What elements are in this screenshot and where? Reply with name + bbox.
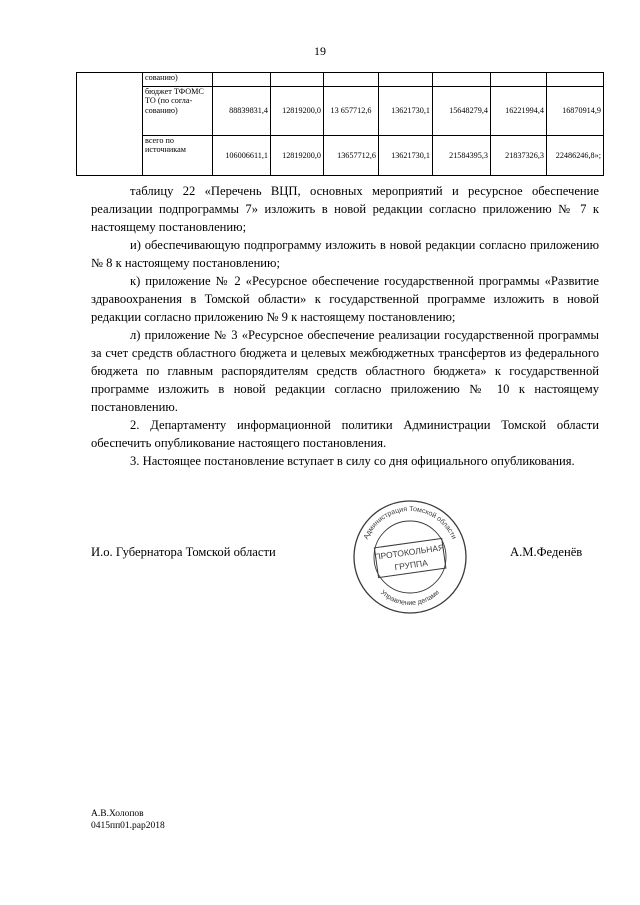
table-row xyxy=(77,73,604,87)
paragraph: 2. Департаменту информационной политики Администрации Томской области обеспечить опубликование настоящего постановления. xyxy=(91,418,599,450)
paragraph: к) приложение № 2 «Ресурсное обеспечение государственной программы «Развитие здравоохранения в Томской области» к государственной программе изложить в новой редакции согласно приложению № 9 к настоящему постановлению; xyxy=(91,274,599,324)
footer xyxy=(91,808,165,832)
table-cell: 21837326,3 xyxy=(491,136,547,176)
paragraph: 3. Настоящее постановление вступает в силу со дня официального опубликования. xyxy=(130,454,575,468)
table-cell: 12819200,0 xyxy=(271,87,324,136)
paragraph: л) приложение № 3 «Ресурсное обеспечение реализации государственной программы за счет средств областного бюджета и целевых межбюджетных трансфертов из федерального бюджета по главным распорядителям средств областного бюджета» к государственной программе изложить в новой редакции согласно приложению № 10 к настоящему постановлению. xyxy=(91,328,599,414)
table-cell-source: всего по источникам xyxy=(143,136,213,176)
table-cell xyxy=(433,73,491,87)
table-empty-cell xyxy=(77,73,143,176)
budget-table xyxy=(76,72,604,176)
page-number: 19 xyxy=(314,44,326,58)
stamp-ring-top-text: Администрация Томской области xyxy=(362,505,458,541)
signatory-name: А.М.Феденёв xyxy=(510,545,583,559)
table-cell: 106006611,1 xyxy=(213,136,271,176)
stamp-center-line1: ПРОТОКОЛЬНАЯ xyxy=(373,542,445,562)
table-cell: 13621730,1 xyxy=(379,136,433,176)
table-cell: 16221994,4 xyxy=(491,87,547,136)
signatory-title: И.о. Губернатора Томской области xyxy=(91,545,276,559)
stamp-center-line2: ГРУППА xyxy=(393,557,429,573)
table-cell: 13621730,1 xyxy=(379,87,433,136)
stamp-ring-bottom-text: Управление делами xyxy=(379,589,441,608)
table-cell-source: бюджет ТФОМС ТО (по согла-сованию) xyxy=(143,87,213,136)
table-row xyxy=(77,87,604,136)
table-cell: 16870914,9 xyxy=(547,87,604,136)
stamp-outer-ring xyxy=(354,501,466,613)
author-name: А.В.Холопов xyxy=(91,809,144,819)
table-cell xyxy=(324,73,379,87)
document-body xyxy=(91,182,599,470)
table-cell: 13657712,6 xyxy=(324,136,379,176)
table-cell xyxy=(271,73,324,87)
table-cell xyxy=(213,73,271,87)
table-cell: 22486246,8»; xyxy=(547,136,604,176)
table-cell: 15648279,4 xyxy=(433,87,491,136)
table-cell: 12819200,0 xyxy=(271,136,324,176)
table-cell xyxy=(547,73,604,87)
paragraph: и) обеспечивающую подпрограмму изложить в новой редакции согласно приложению № 8 к настоящему постановлению; xyxy=(91,238,599,270)
table-cell xyxy=(379,73,433,87)
table-cell xyxy=(491,73,547,87)
official-stamp xyxy=(350,497,470,617)
table-cell: 88839831,4 xyxy=(213,87,271,136)
svg-text:Управление делами xyxy=(379,589,441,607)
table-cell-source: сованию) xyxy=(143,73,213,87)
paragraph: таблицу 22 «Перечень ВЦП, основных мероприятий и ресурсное обеспечение реализации подпрограммы 7» изложить в новой редакции согласно приложению № 7 к настоящему постановлению; xyxy=(91,184,599,234)
table-cell: 21584395,3 xyxy=(433,136,491,176)
file-reference: 0415пп01.рар2018 xyxy=(91,821,165,831)
table-cell: 13 657712,6 xyxy=(324,87,379,136)
table-row xyxy=(77,136,604,176)
